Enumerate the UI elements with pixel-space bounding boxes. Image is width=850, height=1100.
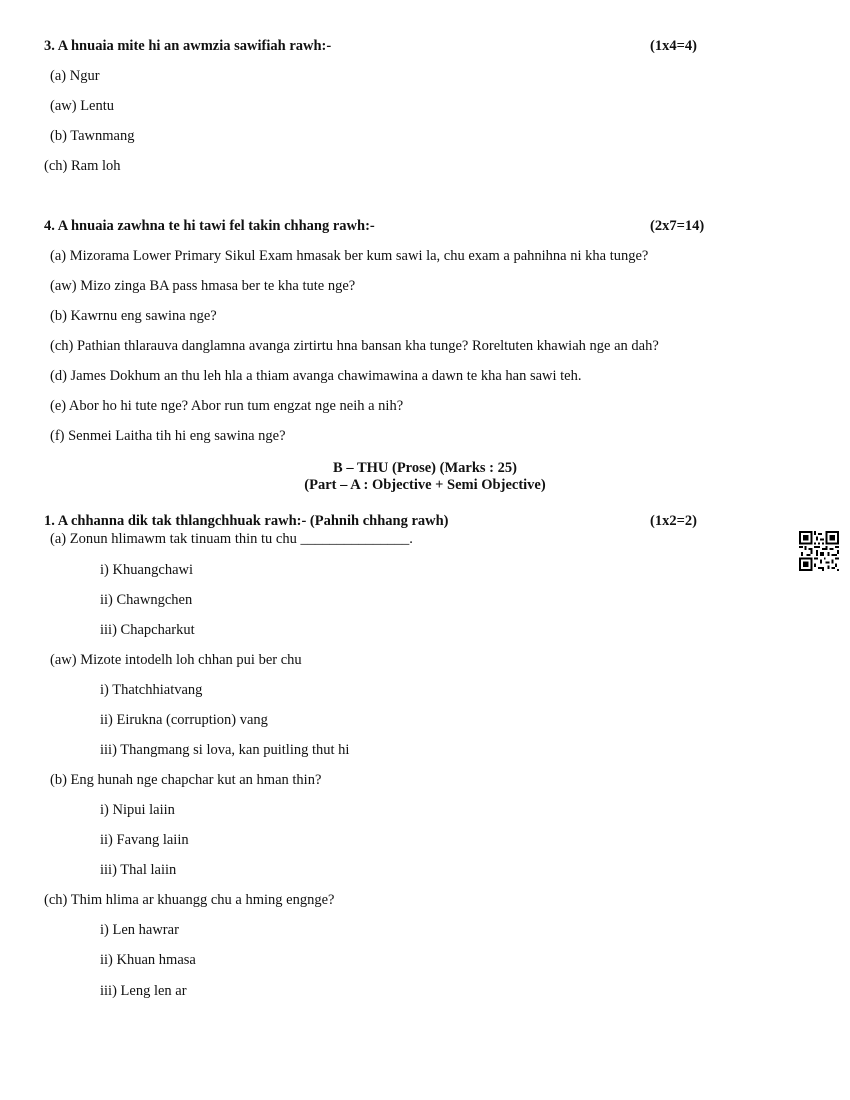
q3-item-aw: (aw) Lentu [50, 98, 115, 114]
q4-marks: (2x7=14) [650, 218, 705, 234]
q4-item-e: (e) Abor ho hi tute nge? Abor run tum engzat nge neih a nih? [50, 398, 404, 414]
q4-item-ch: (ch) Pathian thlarauva danglamna avanga zirtirtu hna bansan kha tunge? Roreltuten khawiah nge an dah? [50, 338, 659, 354]
q1-aw-option-2: ii) Eirukna (corruption) vang [100, 712, 268, 728]
q1-heading: 1. A chhanna dik tak thlangchhuak rawh:- (Pahnih chhang rawh) [44, 513, 449, 529]
q4-item-a: (a) Mizorama Lower Primary Sikul Exam hmasak ber kum sawi la, chu exam a pahnihna ni kha tunge? [50, 248, 649, 264]
q1-a-option-1: i) Khuangchawi [100, 562, 194, 578]
q4-item-d: (d) James Dokhum an thu leh hla a thiam avanga chawimawina a dawn te kha han sawi teh. [50, 368, 582, 384]
q3-item-ch: (ch) Ram loh [44, 158, 121, 174]
q1-a-option-2: ii) Chawngchen [100, 592, 193, 608]
q1-aw-option-1: i) Thatchhiatvang [100, 682, 203, 698]
q4-item-b: (b) Kawrnu eng sawina nge? [50, 308, 217, 324]
q3-marks: (1x4=4) [650, 38, 697, 54]
q1-ch-option-2: ii) Khuan hmasa [100, 952, 196, 968]
q1-aw-option-3: iii) Thangmang si lova, kan puitling thut hi [100, 742, 350, 758]
q1-b-question: (b) Eng hunah nge chapchar kut an hman thin? [50, 772, 322, 788]
section-subtitle: (Part – A : Objective + Semi Objective) [304, 477, 546, 493]
q1-a-option-3: iii) Chapcharkut [100, 622, 195, 638]
q1-b-option-2: ii) Favang laiin [100, 832, 189, 848]
q1-b-option-3: iii) Thal laiin [100, 862, 177, 878]
q3-item-b: (b) Tawnmang [50, 128, 135, 144]
qr-code-icon [799, 531, 839, 571]
q1-a-question: (a) Zonun hlimawm tak tinuam thin tu chu _______________. [50, 531, 413, 547]
section-title: B – THU (Prose) (Marks : 25) [333, 460, 517, 476]
q4-item-aw: (aw) Mizo zinga BA pass hmasa ber te kha tute nge? [50, 278, 356, 294]
q1-ch-option-3: iii) Leng len ar [100, 983, 187, 999]
q1-aw-question: (aw) Mizote intodelh loh chhan pui ber chu [50, 652, 302, 668]
q4-item-f: (f) Senmei Laitha tih hi eng sawina nge? [50, 428, 286, 444]
q1-ch-question: (ch) Thim hlima ar khuangg chu a hming engnge? [44, 892, 335, 908]
q1-ch-option-1: i) Len hawrar [100, 922, 179, 938]
q4-heading: 4. A hnuaia zawhna te hi tawi fel takin chhang rawh:- [44, 218, 375, 234]
q1-marks: (1x2=2) [650, 513, 697, 529]
q3-item-a: (a) Ngur [50, 68, 100, 84]
q1-b-option-1: i) Nipui laiin [100, 802, 175, 818]
q3-heading: 3. A hnuaia mite hi an awmzia sawifiah rawh:- [44, 38, 332, 54]
